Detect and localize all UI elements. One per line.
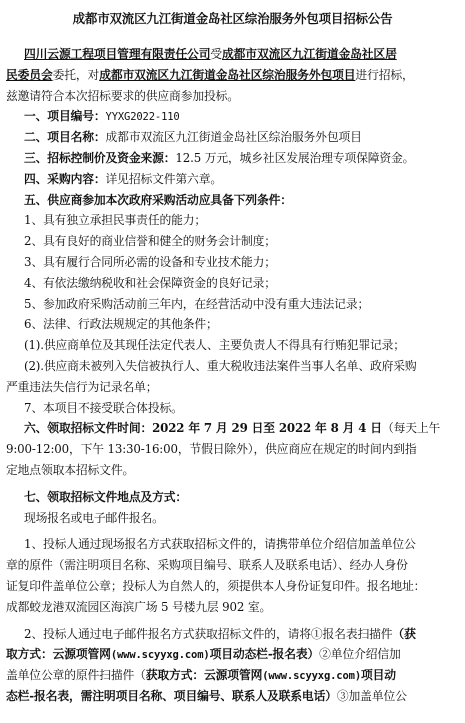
section-project-number: 一、项目编号：YYXG2022-110 xyxy=(24,109,180,124)
page-title: 成都市双流区九江街道金岛社区综治服务外包项目招标公告 xyxy=(72,11,393,26)
section-qualifications: 五、供应商参加本次政府采购活动应具备下列条件： 1、具有独立承担民事责任的能力； 2、具有良好的商业信誉和健全的财务会计制度； 3、具有履行合同所必需的设备和专业技术能力； 4、有依法缴纳税收和社会保障资金的良好记录； 5、参加政府采购活动前三年内，在经营活动中没有重大违法记录； 6、法律、行政法规规定的其他条件； (1).供应商单位及其现任法定代表人、主要负责人不得具有行贿犯罪记录； (2).供应商未被列入失信被执行人、重大税收违法案件当事人名单、政府采购 严重违法失信行为记录名单； 7、本项目不接受联合体投标。 xyxy=(6,190,458,419)
list-item: 1、具有独立承担民事责任的能力； xyxy=(24,213,207,228)
project-name-underlined: 成都市双流区九江街道金岛社区综治服务外包项目 xyxy=(99,67,356,82)
intro-paragraph: 四川云源工程项目管理有限责任公司受成都市双流区九江街道金岛社区居 民委员会委托，对成都市双流区九江街道金岛社区综治服务外包项目进行招标， 兹邀请符合本次招标要求的供应商参加投标。 xyxy=(6,47,414,103)
agent-name: 四川云源工程项目管理有限责任公司 xyxy=(24,47,211,61)
section-document-location: 七、领取招标文件地点及方式： 现场报名或电子邮件报名。 1、投标人通过现场报名方式获取招标文件的，请携带单位介绍信加盖单位公 章的原件（需注明项目名称、采购项目编号、联系人及联系电话）、经办人身份 证复印件盖单位公章；投标人为自然人的，须提供本人身份证复印件。报名地址： 成都蛟龙港双流园区海滨广场 5 号楼九层 902 室。 2、投标人通过电子邮件报名方式获取招标文件的，请将①报名表扫描件（获 取方式：云源项管网(www.scyyxg.com)项目动态栏-报名表）②单位介绍信加 盖单位公章的原件扫描件（获取方式：云源项管网(www.scyyxg.com)项目动 态栏-报名表，需注明项目名称、项目编号、联系人及联系电话）③加盖单位公 xyxy=(6,489,426,703)
section-content: 四、采购内容：详见招标文件第六章。 xyxy=(24,171,223,186)
list-item: 6、法律、行政法规规定的其他条件； xyxy=(24,317,218,332)
section-budget: 三、招标控制价及资金来源：12.5 万元，城乡社区发展治理专项保障资金。 xyxy=(24,150,415,165)
client-name-part2: 民委员会 xyxy=(6,67,53,82)
section-project-name: 二、项目名称：成都市双流区九江街道金岛社区综治服务外包项目 xyxy=(24,130,362,145)
client-name-part1: 成都市双流区九江街道金岛社区居 xyxy=(222,47,397,61)
list-item: (2).供应商未被列入失信被执行人、重大税收违法案件当事人名单、政府采购 xyxy=(24,358,417,373)
website-link-text: (www.scyyxg.com) xyxy=(110,649,210,662)
list-item: 5、参加政府采购活动前三年内，在经营活动中没有重大违法记录； xyxy=(24,296,370,311)
list-item: 3、具有履行合同所必需的设备和专业技术能力； xyxy=(24,254,276,269)
date-range: 2022 年 7 月 29 日至 2022 年 8 月 4 日 xyxy=(152,421,382,436)
website-link-text: (www.scyyxg.com) xyxy=(262,670,361,683)
list-item: (1).供应商单位及其现任法定代表人、主要负责人不得具有行贿犯罪记录； xyxy=(24,338,405,353)
list-item: 7、本项目不接受联合体投标。 xyxy=(24,400,183,415)
section-document-time: 六、领取招标文件时间：2022 年 7 月 29 日至 2022 年 8 月 4 日（每天上午 9:00-12:00，下午 13:30-16:00，节假日除外），供应商应在规定的时间内到指 定地点领取本招标文件。 xyxy=(6,421,441,477)
announcement-body xyxy=(6,44,458,707)
list-item: 4、有依法缴纳税收和社会保障资金的良好记录； xyxy=(24,275,276,290)
list-item: 2、具有良好的商业信誉和健全的财务会计制度； xyxy=(24,234,276,249)
